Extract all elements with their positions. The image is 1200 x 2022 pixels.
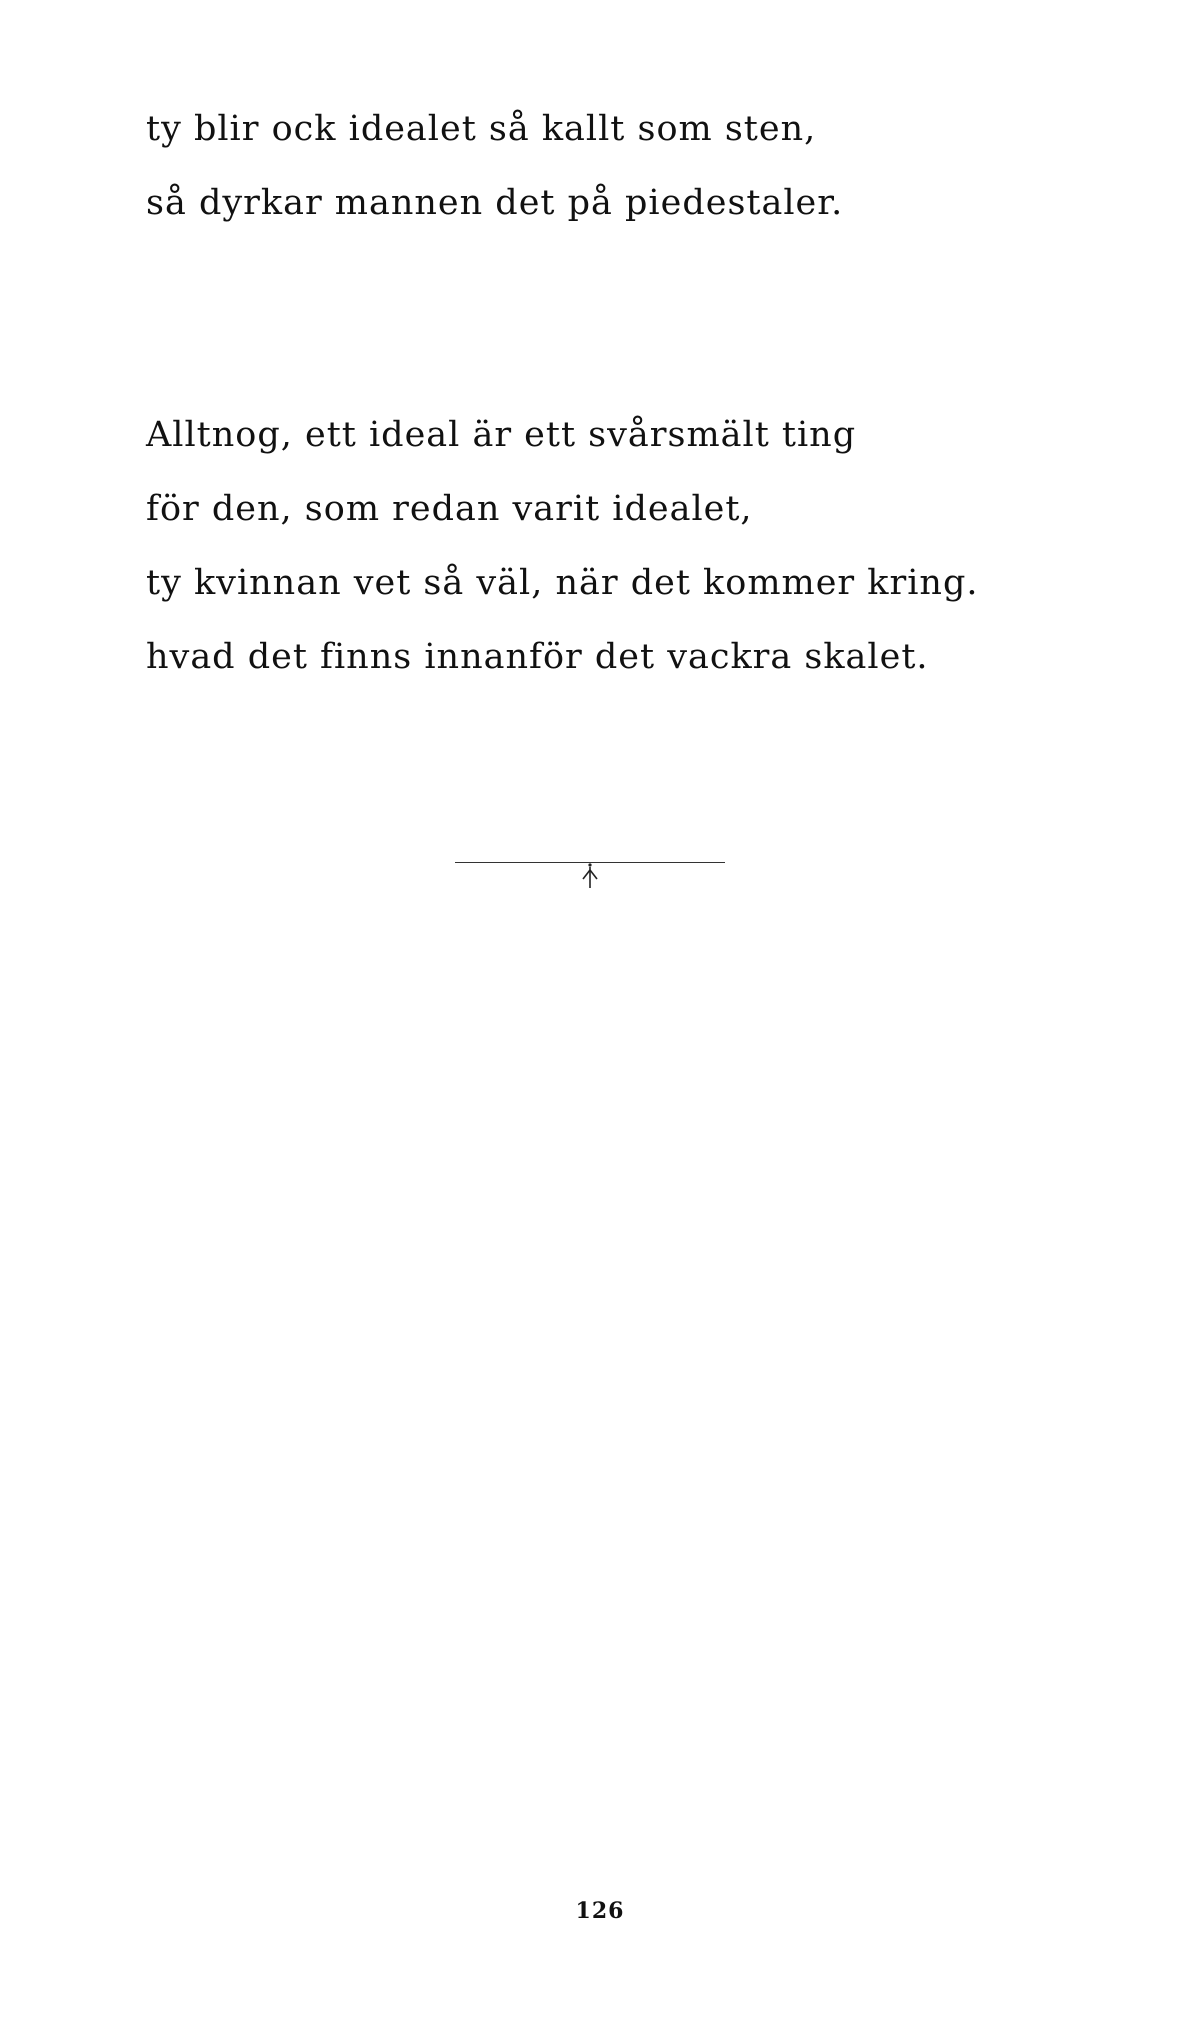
verse-line: ty blir ock idealet så kallt som sten, bbox=[146, 109, 817, 149]
page-number: 126 bbox=[575, 1898, 625, 1924]
verse-line: hvad det finns innanför det vackra skalet. bbox=[146, 637, 929, 677]
section-divider bbox=[455, 858, 725, 898]
verse-line: så dyrkar mannen det på piedestaler. bbox=[146, 183, 844, 223]
verse-line: för den, som redan varit idealet, bbox=[146, 489, 753, 529]
verse-line: ty kvinnan vet så väl, när det kommer kring. bbox=[146, 563, 979, 603]
stanza bbox=[146, 92, 843, 240]
stanza bbox=[146, 398, 978, 694]
verse-line: Alltnog, ett ideal är ett svårsmält ting bbox=[146, 415, 857, 455]
arrow-ornament-icon bbox=[578, 862, 602, 890]
